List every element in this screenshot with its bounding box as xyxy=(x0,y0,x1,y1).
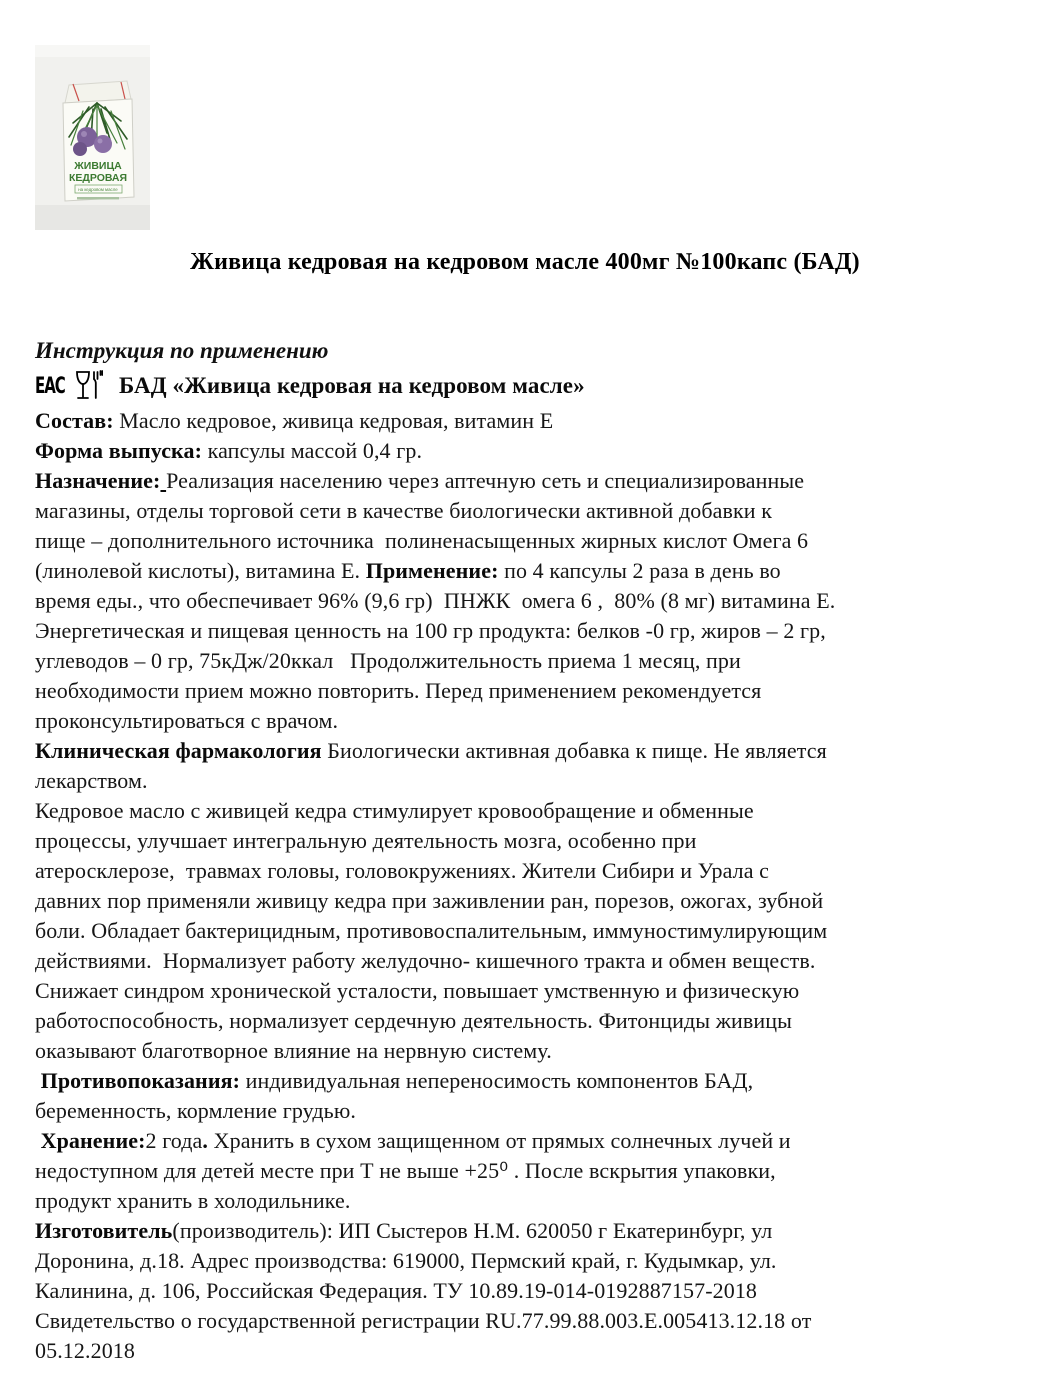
document-body xyxy=(35,336,1018,1366)
text-run: действиями. Нормализует работу желудочно- кишечного тракта и обмен веществ. xyxy=(35,948,816,973)
text-run: беременность, кормление грудью. xyxy=(35,1098,356,1123)
text-run: Калинина, д. 106, Российская Федерация. ТУ 10.89.19-014-0192887157-2018 xyxy=(35,1278,758,1303)
text-run: Форма выпуска: xyxy=(35,438,203,463)
text-line xyxy=(35,796,1018,826)
product-header-line xyxy=(35,366,1018,406)
text-line xyxy=(35,826,1018,856)
text-run: (производитель): ИП Сыстеров Н.М. 620050 г Екатеринбург, ул xyxy=(172,1218,773,1243)
text-run: индивидуальная непереносимость компонентов БАД, xyxy=(240,1068,754,1093)
product-box-illustration xyxy=(35,45,150,230)
text-run: Биологически активная добавка к пище. Не является xyxy=(321,738,827,763)
text-line xyxy=(35,1186,1018,1216)
text-line xyxy=(35,406,1018,436)
box-title-line1: ЖИВИЦА xyxy=(74,160,122,172)
text-line xyxy=(35,916,1018,946)
text-run: (линолевой кислоты), витамина Е. xyxy=(35,558,366,583)
text-line xyxy=(35,1246,1018,1276)
text-line xyxy=(35,946,1018,976)
text-run: Масло кедровое, живица кедровая, витамин Е xyxy=(113,408,554,433)
text-run: 2 года xyxy=(145,1128,203,1153)
eac-mark-icon: EAC xyxy=(35,373,65,399)
glass-fork-icon xyxy=(73,369,103,403)
text-line xyxy=(35,1216,1018,1246)
text-line xyxy=(35,1156,1018,1186)
text-line xyxy=(35,1036,1018,1066)
text-run: Энергетическая и пищевая ценность на 100 гр продукта: белков -0 гр, жиров – 2 гр, xyxy=(35,618,826,643)
text-run: Изготовитель xyxy=(35,1218,173,1243)
text-line xyxy=(35,976,1018,1006)
text-run: процессы, улучшает интегральную деятельность мозга, особенно при xyxy=(35,828,697,853)
text-line xyxy=(35,856,1018,886)
text-line xyxy=(35,1336,1018,1366)
text-run: продукт хранить в холодильнике. xyxy=(35,1188,351,1213)
text-line xyxy=(35,766,1018,796)
text-run: Противопоказания: xyxy=(40,1068,241,1093)
product-photo xyxy=(35,45,150,230)
text-run: углеводов – 0 гр, 75кДж/20ккал Продолжительность приема 1 месяц, при xyxy=(35,648,741,673)
text-run: Свидетельство о государственной регистрации RU.77.99.88.003.Е.005413.12.18 от xyxy=(35,1308,812,1333)
text-run: 05.12.2018 xyxy=(35,1338,135,1363)
text-line xyxy=(35,586,1018,616)
text-run: Применение: xyxy=(365,558,499,583)
text-line xyxy=(35,496,1018,526)
text-line xyxy=(35,436,1018,466)
text-run: . xyxy=(202,1128,209,1153)
text-line xyxy=(35,616,1018,646)
text-run: по 4 капсулы 2 раза в день во xyxy=(498,558,781,583)
text-line xyxy=(35,1276,1018,1306)
product-name-heading: БАД «Живица кедровая на кедровом масле» xyxy=(119,373,585,398)
text-run: необходимости прием можно повторить. Перед применением рекомендуется xyxy=(35,678,762,703)
text-run: Назначение: xyxy=(35,468,161,493)
text-line xyxy=(35,1126,1018,1156)
text-run: давних пор применяли живицу кедра при заживлении ран, порезов, ожогах, зубной xyxy=(35,888,824,913)
text-line xyxy=(35,1006,1018,1036)
text-run: Хранить в сухом защищенном от прямых солнечных лучей и xyxy=(208,1128,791,1153)
text-line xyxy=(35,886,1018,916)
box-subtitle: на кедровом масле xyxy=(78,187,118,192)
text-run: Кедровое масло с живицей кедра стимулирует кровообращение и обменные xyxy=(35,798,754,823)
text-line xyxy=(35,706,1018,736)
text-run: Снижает синдром хронической усталости, повышает умственную и физическую xyxy=(35,978,800,1003)
text-line xyxy=(35,1306,1018,1336)
text-line xyxy=(35,1096,1018,1126)
text-run: Доронина, д.18. Адрес производства: 619000, Пермский край, г. Кудымкар, ул. xyxy=(35,1248,777,1273)
box-title-line2: КЕДРОВАЯ xyxy=(68,172,128,184)
text-line xyxy=(35,526,1018,556)
text-run: недоступном для детей месте при Т не выше +25⁰ . После вскрытия упаковки, xyxy=(35,1158,776,1183)
text-run: лекарством. xyxy=(35,768,148,793)
text-run: Хранение: xyxy=(40,1128,146,1153)
document-lines xyxy=(35,406,1018,1366)
text-run: время еды., что обеспечивает 96% (9,6 гр) ПНЖК омега 6 , 80% (8 мг) витамина Е. xyxy=(35,588,836,613)
text-run: атеросклерозе, травмах головы, головокружениях. Жители Сибири и Урала с xyxy=(35,858,770,883)
text-line xyxy=(35,736,1018,766)
text-run: пище – дополнительного источника полиненасыщенных жирных кислот Омега 6 xyxy=(35,528,809,553)
text-line xyxy=(35,1066,1018,1096)
text-line xyxy=(35,556,1018,586)
text-run: магазины, отделы торговой сети в качестве биологически активной добавки к xyxy=(35,498,773,523)
text-line xyxy=(35,676,1018,706)
text-run: работоспособность, нормализует сердечную деятельность. Фитонциды живицы xyxy=(35,1008,793,1033)
text-run: проконсультироваться с врачом. xyxy=(35,708,339,733)
instruction-heading: Инструкция по применению xyxy=(35,338,329,363)
text-run: боли. Обладает бактерицидным, противовоспалительным, иммуностимулирующим xyxy=(35,918,828,943)
text-line xyxy=(35,646,1018,676)
text-run: Реализация населению через аптечную сеть и специализированные xyxy=(166,468,805,493)
text-run: оказывают благотворное влияние на нервную систему. xyxy=(35,1038,552,1063)
page-title: Живица кедровая на кедровом масле 400мг №100капс (БАД) xyxy=(190,249,860,275)
text-run: Состав: xyxy=(35,408,114,433)
text-line xyxy=(35,466,1018,496)
text-run: капсулы массой 0,4 гр. xyxy=(202,438,423,463)
text-run: Клиническая фармакология xyxy=(35,738,322,763)
